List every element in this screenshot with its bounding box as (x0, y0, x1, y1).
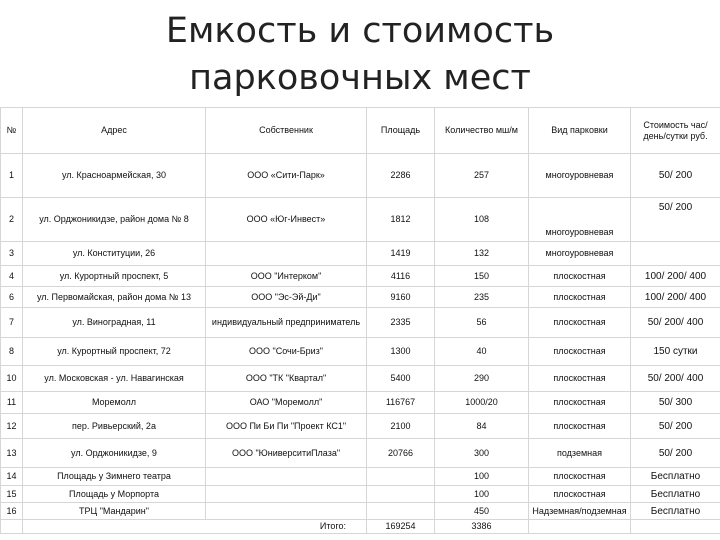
cell-address: ул. Московская - ул. Навагинская (23, 366, 206, 392)
table-row (1, 242, 720, 266)
cell-cost: 50/ 200 (631, 414, 720, 439)
cell-area: 9160 (367, 287, 435, 308)
table-row (1, 392, 720, 414)
parking-table (0, 107, 720, 534)
cell-area: 116767 (367, 392, 435, 414)
cell-kind: плоскостная (529, 392, 631, 414)
cell-address: Площадь у Зимнего театра (23, 468, 206, 486)
title-line-1: Емкость и стоимость (165, 11, 555, 51)
cell-cost: 50/ 200/ 400 (631, 366, 720, 392)
cell-address: ул. Курортный проспект, 5 (23, 266, 206, 287)
cell-spaces: 108 (435, 198, 529, 242)
cell-spaces: 257 (435, 154, 529, 198)
cell-num: 14 (1, 468, 23, 486)
cell-spaces: 100 (435, 486, 529, 503)
totals-spaces: 3386 (435, 520, 529, 534)
cell-owner: ООО «Сити-Парк» (206, 154, 367, 198)
cell-kind: плоскостная (529, 287, 631, 308)
cell-kind: подземная (529, 439, 631, 468)
cell-area (367, 468, 435, 486)
table-row (1, 503, 720, 520)
cell-owner: ООО "ЮниверситиПлаза" (206, 439, 367, 468)
cell-spaces: 56 (435, 308, 529, 338)
cell-kind: плоскостная (529, 486, 631, 503)
header-num: № (1, 108, 23, 154)
cell-spaces: 150 (435, 266, 529, 287)
cell-spaces: 450 (435, 503, 529, 520)
totals-area: 169254 (367, 520, 435, 534)
cell-spaces: 40 (435, 338, 529, 366)
cell-kind: Надземная/подземная (529, 503, 631, 520)
cell-num: 13 (1, 439, 23, 468)
cell-address: Площадь у Морпорта (23, 486, 206, 503)
header-kind: Вид парковки (529, 108, 631, 154)
cell-address: ул. Орджоникидзе, район дома № 8 (23, 198, 206, 242)
cell-address: Моремолл (23, 392, 206, 414)
cell-kind: плоскостная (529, 308, 631, 338)
cell-num: 1 (1, 154, 23, 198)
cell-kind: плоскостная (529, 468, 631, 486)
cell-cost: Бесплатно (631, 486, 720, 503)
cell-address: ул. Красноармейская, 30 (23, 154, 206, 198)
cell-owner: ООО "ТК "Квартал" (206, 366, 367, 392)
table-row (1, 154, 720, 198)
cell-spaces: 132 (435, 242, 529, 266)
cell-owner (206, 486, 367, 503)
cell-kind: плоскостная (529, 266, 631, 287)
cell-cost: Бесплатно (631, 468, 720, 486)
table-row (1, 468, 720, 486)
table-row (1, 439, 720, 468)
cell-num: 2 (1, 198, 23, 242)
cell-num: 7 (1, 308, 23, 338)
table-row (1, 287, 720, 308)
cell-owner: ООО «Юг-Инвест» (206, 198, 367, 242)
table-row (1, 366, 720, 392)
cell-area: 20766 (367, 439, 435, 468)
cell-area (367, 486, 435, 503)
cell-cost: 50/ 200/ 400 (631, 308, 720, 338)
cell-num: 11 (1, 392, 23, 414)
cell-spaces: 300 (435, 439, 529, 468)
cell-num: 12 (1, 414, 23, 439)
table-row (1, 414, 720, 439)
cell-cost: 150 сутки (631, 338, 720, 366)
cell-num (1, 520, 23, 534)
cell-owner (206, 468, 367, 486)
totals-row (1, 520, 720, 534)
cell-cost (631, 242, 720, 266)
cell-address: ул. Первомайская, район дома № 13 (23, 287, 206, 308)
cell-cost: 50/ 200 (631, 154, 720, 198)
cell-spaces: 100 (435, 468, 529, 486)
cell-num: 8 (1, 338, 23, 366)
table-row (1, 266, 720, 287)
cell-address: ул. Курортный проспект, 72 (23, 338, 206, 366)
cell-spaces: 1000/20 (435, 392, 529, 414)
cell-area: 2100 (367, 414, 435, 439)
header-address: Адрес (23, 108, 206, 154)
cell-kind: плоскостная (529, 338, 631, 366)
cell-owner (206, 242, 367, 266)
cell-owner: ООО Пи Би Пи "Проект КС1" (206, 414, 367, 439)
title-line-2: парковочных мест (189, 58, 531, 98)
cell-owner: ООО "Сочи-Бриз" (206, 338, 367, 366)
cell-kind: плоскостная (529, 414, 631, 439)
cell-area: 1812 (367, 198, 435, 242)
header-cost: Стоимость час/день/сутки руб. (631, 108, 720, 154)
header-owner: Собственник (206, 108, 367, 154)
cell-kind: многоуровневая (529, 198, 631, 242)
cell-cost: 100/ 200/ 400 (631, 287, 720, 308)
cell-area: 2286 (367, 154, 435, 198)
table-row (1, 308, 720, 338)
cell-spaces: 235 (435, 287, 529, 308)
cell-address: ул. Конституции, 26 (23, 242, 206, 266)
cell-num: 4 (1, 266, 23, 287)
cell-cost: Бесплатно (631, 503, 720, 520)
header-spaces: Количество мш/м (435, 108, 529, 154)
cell-cost: 100/ 200/ 400 (631, 266, 720, 287)
cell-owner: ООО "Эс-Эй-Ди" (206, 287, 367, 308)
cell-num: 10 (1, 366, 23, 392)
table-row (1, 338, 720, 366)
cell-address: ул. Орджоникидзе, 9 (23, 439, 206, 468)
cell-num: 3 (1, 242, 23, 266)
cell-spaces: 84 (435, 414, 529, 439)
cell-area: 1300 (367, 338, 435, 366)
cell-cost: 50/ 200 (631, 439, 720, 468)
cell-owner (206, 503, 367, 520)
cell-area (367, 503, 435, 520)
cell-num: 16 (1, 503, 23, 520)
page-title (0, 8, 720, 102)
header-area: Площадь (367, 108, 435, 154)
cell-num: 15 (1, 486, 23, 503)
cell-owner: ОАО "Моремолл" (206, 392, 367, 414)
table-row (1, 486, 720, 503)
cell-owner: ООО "Интерком" (206, 266, 367, 287)
cell-address: ул. Виноградная, 11 (23, 308, 206, 338)
cell-area: 2335 (367, 308, 435, 338)
cell-address: ТРЦ "Мандарин" (23, 503, 206, 520)
totals-label: Итого: (23, 520, 367, 534)
cell-area: 5400 (367, 366, 435, 392)
cell-cost (631, 520, 720, 534)
cell-area: 4116 (367, 266, 435, 287)
cell-cost: 50/ 200 (631, 198, 720, 242)
cell-spaces: 290 (435, 366, 529, 392)
cell-num: 6 (1, 287, 23, 308)
cell-area: 1419 (367, 242, 435, 266)
header-row (1, 108, 720, 154)
cell-address: пер. Ривьерский, 2а (23, 414, 206, 439)
cell-owner: индивидуальный предприниматель (206, 308, 367, 338)
cell-cost: 50/ 300 (631, 392, 720, 414)
cell-kind (529, 520, 631, 534)
cell-kind: многоуровневая (529, 242, 631, 266)
table-row (1, 198, 720, 242)
cell-kind: многоуровневая (529, 154, 631, 198)
cell-kind: плоскостная (529, 366, 631, 392)
